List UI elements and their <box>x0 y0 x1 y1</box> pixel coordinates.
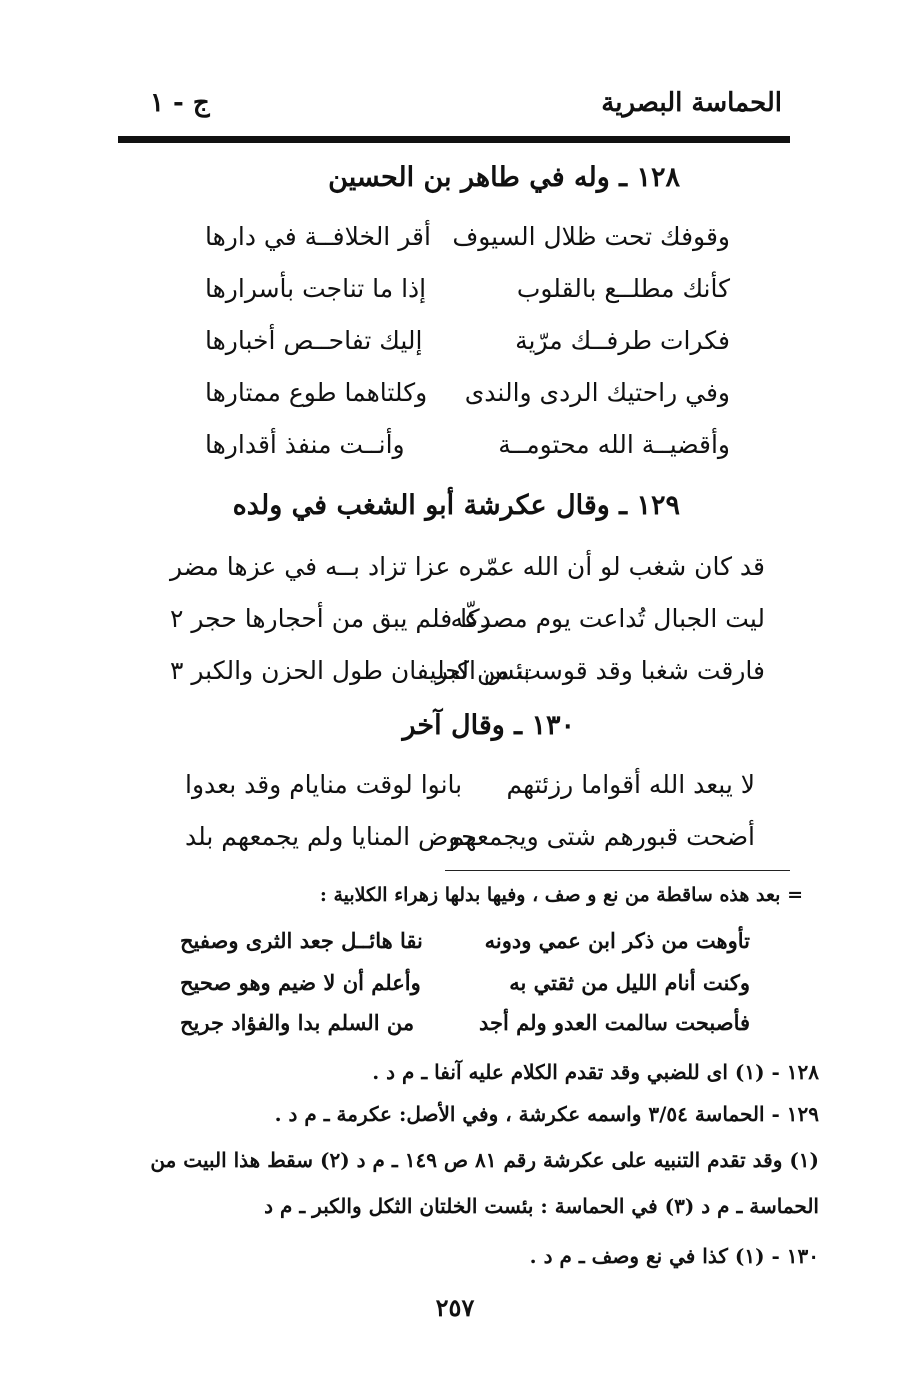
verse-second-hemistich: بانوا لوقت منايام وقد بعدوا <box>185 770 463 799</box>
verse-second-hemistich: بئس الحليفان طول الحزن والكبر ٣ <box>170 656 531 685</box>
verse-first-hemistich: وأقضيــة الله محتومــة <box>498 430 730 459</box>
verse-line <box>205 274 730 314</box>
footnote: ١٣٠ - (١) كذا في نع وصف ـ م د . <box>529 1244 819 1268</box>
verse-line <box>205 430 730 470</box>
verse-second-hemistich: إليك تفاحــص أخبارها <box>205 326 423 355</box>
footnote: ١٢٨ - (١) اى للضبي وقد تقدم الكلام عليه آنفا ـ م د . <box>372 1060 819 1084</box>
verse-first-hemistich: فارقت شغبا وقد قوست من كبر <box>435 656 765 685</box>
note-verse-first-hemistich: تأوهت من ذكر ابن عمي ودونه <box>484 928 750 953</box>
verse-first-hemistich: أضحت قبورهم شتى ويجمعهم <box>448 822 755 851</box>
verse-second-hemistich: وأنــت منفذ أقدارها <box>205 430 405 459</box>
section-heading-130: ١٣٠ ـ وقال آخر <box>402 710 575 741</box>
volume-label: ج - ١ <box>150 88 210 118</box>
note-verse-line <box>180 928 750 962</box>
verse-first-hemistich: لا يبعد الله أقواما رزئتهم <box>506 770 755 799</box>
running-title: الحماسة البصرية <box>601 88 782 118</box>
verse-line <box>185 822 755 862</box>
footnote: (١) وقد تقدم التنبيه على عكرشة رقم ٨١ ص ١٤٩ ـ م د (٢) سقط هذا البيت من <box>150 1148 819 1172</box>
note-verse-line <box>180 970 750 1004</box>
verse-line <box>170 604 765 644</box>
verse-first-hemistich: فكرات طرفــك مرّية <box>515 326 730 355</box>
note-verse-first-hemistich: فأصبحت سالمت العدو ولم أجد <box>478 1010 750 1035</box>
notes-intro: = بعد هذه ساقطة من نع و صف ، وفيها بدلها زهراء الكلابية : <box>319 884 803 906</box>
header-rule <box>118 136 790 143</box>
page-number: ٢٥٧ <box>435 1293 475 1322</box>
verse-first-hemistich: وفي راحتيك الردى والندى <box>464 378 730 407</box>
verse-second-hemistich: وكلتاهما طوع ممتارها <box>205 378 428 407</box>
note-verse-second-hemistich: من السلم بدا والفؤاد جريح <box>180 1010 415 1035</box>
page-header <box>150 78 790 128</box>
note-verse-line <box>180 1010 750 1044</box>
verse-first-hemistich: ليت الجبال تُداعت يوم مصرعه <box>450 604 765 633</box>
verse-second-hemistich: عزا تزاد بــه في عزها مضر <box>170 552 451 581</box>
verse-line <box>170 552 765 592</box>
verse-first-hemistich: قد كان شغب لو أن الله عمّره <box>458 552 765 581</box>
verse-second-hemistich: أقر الخلافــة في دارها <box>205 222 431 251</box>
verse-second-hemistich: حوض المنايا ولم يجمعهم بلد <box>185 822 477 851</box>
verse-line <box>205 222 730 262</box>
notes-divider <box>445 870 790 871</box>
verse-line <box>170 656 765 696</box>
verse-second-hemistich: إذا ما تناجت بأسرارها <box>205 274 427 303</box>
verse-line <box>205 326 730 366</box>
footnote: الحماسة ـ م د (٣) في الحماسة : بئست الخلتان الثكل والكبر ـ م د <box>264 1194 819 1218</box>
verse-first-hemistich: كأنك مطلــع بالقلوب <box>516 274 730 303</box>
section-heading-129: ١٢٩ ـ وقال عكرشة أبو الشغب في ولده <box>232 490 680 521</box>
verse-first-hemistich: وقوفك تحت ظلال السيوف <box>452 222 730 251</box>
note-verse-second-hemistich: نقا هائــل جعد الثرى وصفيح <box>180 928 423 953</box>
section-heading-128: ١٢٨ ـ وله في طاهر بن الحسين <box>328 162 680 193</box>
note-verse-first-hemistich: وكنت أنام الليل من ثقتي به <box>509 970 750 995</box>
note-verse-second-hemistich: وأعلم أن لا ضيم وهو صحيح <box>180 970 421 995</box>
footnote: ١٢٩ - الحماسة ٣/٥٤ واسمه عكرشة ، وفي الأصل: عكرمة ـ م د . <box>274 1102 819 1126</box>
verse-line <box>185 770 755 810</box>
verse-second-hemistich: دكّا فلم يبق من أحجارها حجر ٢ <box>170 604 491 633</box>
verse-line <box>205 378 730 418</box>
